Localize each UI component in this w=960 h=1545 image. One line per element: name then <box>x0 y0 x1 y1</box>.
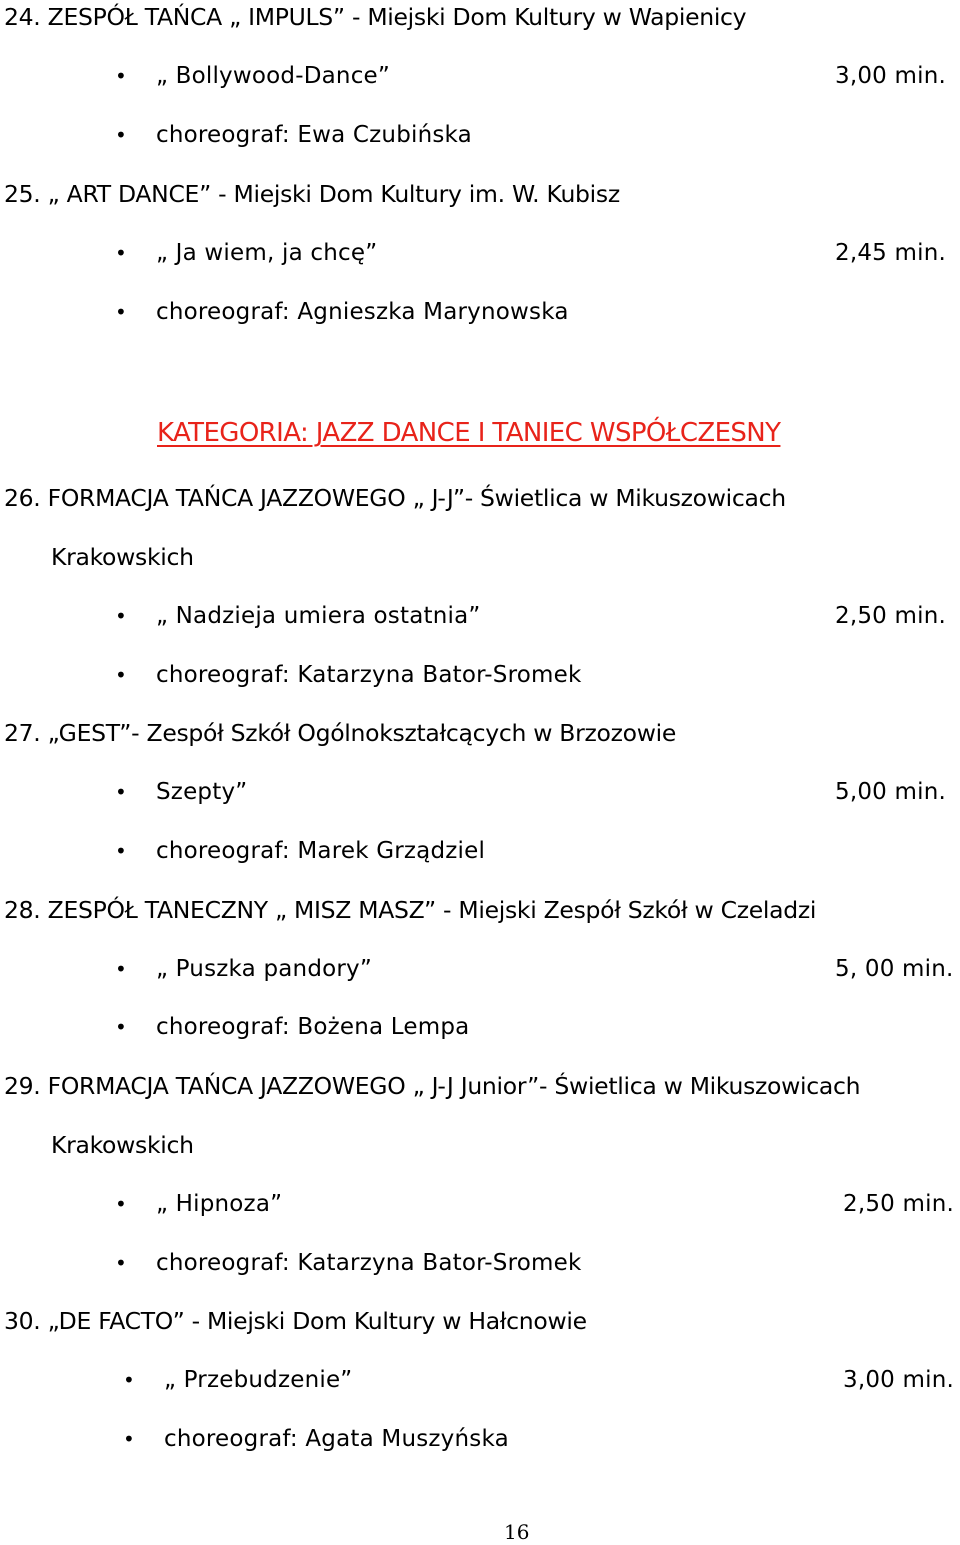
choreographer: choreograf: Marek Grządziel <box>156 838 486 864</box>
entry-heading: 25. „ ART DANCE” - Miejski Dom Kultury im. W. Kubisz <box>4 180 620 208</box>
piece-duration: 2,45 min. <box>835 240 947 266</box>
choreographer: choreograf: Ewa Czubińska <box>156 122 472 148</box>
bullet-icon: • <box>115 780 127 804</box>
piece-duration: 2,50 min. <box>843 1191 955 1217</box>
piece-title: „ Przebudzenie” <box>164 1367 353 1393</box>
bullet-icon: • <box>115 241 127 265</box>
entry-heading: 26. FORMACJA TAŃCA JAZZOWEGO „ J-J”- Świetlica w Mikuszowicach <box>4 484 786 512</box>
piece-duration: 3,00 min. <box>843 1367 955 1393</box>
piece-title: „ Nadzieja umiera ostatnia” <box>156 603 481 629</box>
entry-heading-continuation: Krakowskich <box>51 1131 194 1159</box>
bullet-icon: • <box>115 1251 127 1275</box>
piece-title: „ Bollywood-Dance” <box>156 63 391 89</box>
entry-heading-continuation: Krakowskich <box>51 543 194 571</box>
piece-title: „ Hipnoza” <box>156 1191 283 1217</box>
piece-duration: 5, 00 min. <box>835 956 954 982</box>
entry-heading: 29. FORMACJA TAŃCA JAZZOWEGO „ J-J Junior”- Świetlica w Mikuszowicach <box>4 1072 861 1100</box>
choreographer: choreograf: Katarzyna Bator-Sromek <box>156 662 582 688</box>
bullet-icon: • <box>115 1192 127 1216</box>
entry-heading: 30. „DE FACTO” - Miejski Dom Kultury w Hałcnowie <box>4 1307 587 1335</box>
bullet-icon: • <box>115 64 127 88</box>
bullet-icon: • <box>123 1368 135 1392</box>
choreographer: choreograf: Bożena Lempa <box>156 1014 470 1040</box>
piece-duration: 5,00 min. <box>835 779 947 805</box>
entry-heading: 27. „GEST”- Zespół Szkół Ogólnokształcących w Brzozowie <box>4 719 677 747</box>
category-title: KATEGORIA: JAZZ DANCE I TANIEC WSPÓŁCZESNY <box>157 418 781 448</box>
bullet-icon: • <box>115 300 127 324</box>
bullet-icon: • <box>123 1427 135 1451</box>
piece-title: „ Puszka pandory” <box>156 956 372 982</box>
bullet-icon: • <box>115 663 127 687</box>
piece-duration: 2,50 min. <box>835 603 947 629</box>
entry-heading: 28. ZESPÓŁ TANECZNY „ MISZ MASZ” - Miejski Zespół Szkół w Czeladzi <box>4 896 817 924</box>
piece-title: „ Ja wiem, ja chcę” <box>156 240 378 266</box>
bullet-icon: • <box>115 1015 127 1039</box>
bullet-icon: • <box>115 604 127 628</box>
entry-heading: 24. ZESPÓŁ TAŃCA „ IMPULS” - Miejski Dom Kultury w Wapienicy <box>4 3 747 31</box>
piece-duration: 3,00 min. <box>835 63 947 89</box>
bullet-icon: • <box>115 123 127 147</box>
bullet-icon: • <box>115 957 127 981</box>
choreographer: choreograf: Agata Muszyńska <box>164 1426 509 1452</box>
piece-title: Szepty” <box>156 779 248 805</box>
choreographer: choreograf: Agnieszka Marynowska <box>156 299 569 325</box>
bullet-icon: • <box>115 839 127 863</box>
choreographer: choreograf: Katarzyna Bator-Sromek <box>156 1250 582 1276</box>
page-number: 16 <box>504 1520 530 1544</box>
